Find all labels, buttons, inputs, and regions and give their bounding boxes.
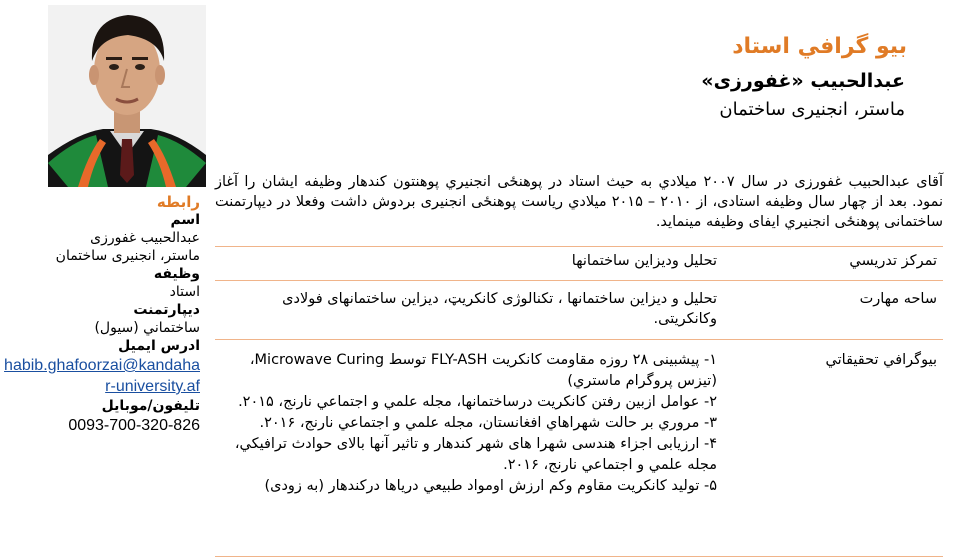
profile-photo (48, 5, 206, 187)
research-item: ۱- پیشبینی ۲۸ روزه مقاومت کانکریت FLY-ASH توسط Microwave Curing، (تیزس پروگرام ماستري) (249, 352, 717, 389)
contact-heading: رابطه (156, 193, 200, 211)
row-value: تحلیل و دیزاین ساختمانها ، تکنالوژی کانکریټ، دیزاین ساختمانهای فولادی وکانکریتی. (282, 291, 717, 327)
professor-degree: ماستر، انجنیری ساختمان (719, 99, 905, 120)
row-value: تحلیل ودیزاین ساختمانها (571, 253, 717, 269)
department-value: ساختماني (سیول) (94, 320, 200, 336)
bio-paragraph: آقای عبدالحبیب غفورزی در سال ۲۰۰۷ میلادي به حیث استاد در پوهنځی انجنیري پوهنتون کندهار وظیفه ایشان را آغاز نمود. بعد از چهار سال وظیفه استادی، از ۲۰۱۰ – ۲۰۱۵ میلادي ریاست پوهنځی انجنیری بردوش داشت وفعلا در دیپارتمنت ساختمانی پوهنځی انجنیري ایفای وظیفه مینماید. (215, 174, 944, 230)
phone-value: 0093-700-320-826 (68, 417, 200, 434)
row-label: بیوگرافي تحقیقاتي (825, 352, 937, 368)
phone-label: تلیفون/موبایل (101, 398, 200, 414)
research-item: ۳- مروري بر حالت شهراهاي افغانستان، مجله علمي و اجتماعي نارنج، ۲۰۱۶. (259, 415, 717, 431)
table-row (215, 280, 943, 339)
name-value: عبدالحبیب غفورزی (90, 230, 200, 246)
degree-value: ماستر، انجنیری ساختمان (55, 248, 200, 264)
role-label: وظیفه (153, 266, 200, 282)
info-table (215, 246, 943, 557)
row-label: ساحه مهارت (859, 291, 937, 307)
row-label: تمرکز تدریسي (849, 253, 937, 269)
role-value: استاد (169, 284, 200, 300)
contact-sidebar (0, 193, 200, 437)
research-item: ۲- عوامل ازبین رفتن کانکریت درساختمانها، مجله علمي و اجتماعي نارنج، ۲۰۱۵. (238, 394, 717, 410)
research-list (215, 346, 723, 556)
page-title: بیو گرافي استاد (732, 34, 907, 59)
department-label: دیپارتمنت (133, 302, 200, 318)
email-link[interactable]: habib.ghafoorzai@kandahar-university.af (4, 357, 200, 395)
name-label: اسم (170, 212, 200, 228)
research-item: ۴- ارزیابی اجزاء هندسی شهرا های شهر کندهار و تاثیر آنها بالای حوادث ترافیکي، مجله علمي و اجتماعي نارنج، ۲۰۱۶. (234, 436, 717, 473)
table-row (215, 339, 943, 557)
table-row (215, 246, 943, 280)
email-label: ادرس ایمیل (118, 338, 200, 354)
professor-name: عبدالحبیب «غفورزی» (701, 70, 905, 92)
research-item: ۵- تولید کانکریت مقاوم وکم ارزش اومواد طبیعي دریاها درکندهار (به زودی) (264, 478, 717, 494)
